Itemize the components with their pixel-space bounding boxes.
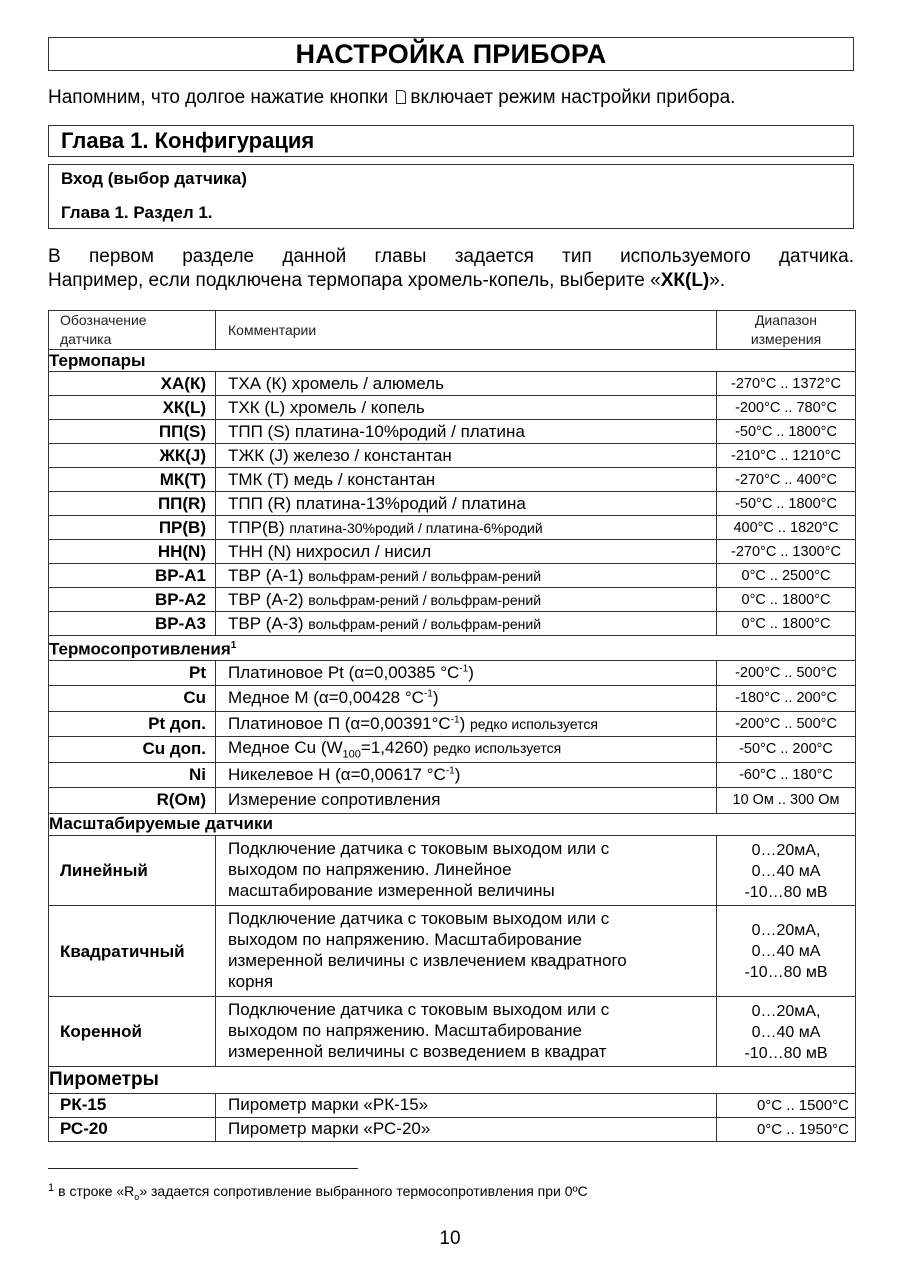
comment-text: ТПР(В) <box>228 517 290 537</box>
range-line: 0…20мА, <box>751 841 821 859</box>
description-paragraph <box>48 245 854 293</box>
group-pyrometers <box>49 1066 856 1093</box>
table-row <box>49 905 856 996</box>
sensor-comment <box>216 686 717 712</box>
table-row <box>49 372 856 396</box>
table-row <box>49 420 856 444</box>
sensor-code: РС-20 <box>49 1117 216 1141</box>
table-header-row <box>49 311 856 350</box>
sensor-comment <box>216 612 717 636</box>
sensor-range: -200°С .. 500°С <box>717 660 856 686</box>
sensor-comment <box>216 564 717 588</box>
header-text: измерения <box>750 331 822 347</box>
comment-text: Платиновое П (α=0,00391°С <box>228 713 451 733</box>
sensor-code: ХК(L) <box>49 396 216 420</box>
sensor-table <box>48 310 856 1142</box>
table-row <box>49 564 856 588</box>
intro-text-after: включает режим настройки прибора. <box>410 87 736 108</box>
sensor-range: -270°С .. 1300°С <box>717 540 856 564</box>
sensor-range <box>717 996 856 1066</box>
group-heading: Пирометры <box>49 1068 159 1090</box>
sensor-code: R(Ом) <box>49 788 216 814</box>
table-row <box>49 835 856 905</box>
sensor-range: 0°С .. 1950°С <box>717 1117 856 1141</box>
table-row <box>49 788 856 814</box>
range-line: 0…20мА, <box>751 922 821 940</box>
footnote-mark: 1 <box>48 1182 55 1194</box>
table-row <box>49 444 856 468</box>
sensor-range: -270°С .. 400°С <box>717 468 856 492</box>
sensor-comment: Пирометр марки «РС-20» <box>216 1117 717 1141</box>
table-row <box>49 1093 856 1117</box>
sensor-code: ПП(R) <box>49 492 216 516</box>
section-name: Вход (выбор датчика) <box>61 169 247 188</box>
sensor-comment: Подключение датчика с токовым выходом или с выходом по напряжению. Линейное масштабирование измеренной величины <box>216 835 717 905</box>
footnote-subscript: о <box>134 1191 140 1202</box>
sensor-comment <box>216 468 717 492</box>
page-title: НАСТРОЙКА ПРИБОРА <box>48 37 854 71</box>
table-row <box>49 396 856 420</box>
comment-text: ) <box>468 662 474 682</box>
sensor-range <box>717 835 856 905</box>
sensor-comment <box>216 588 717 612</box>
comment-text: ТВР (А-1) <box>228 565 309 585</box>
sensor-code: ВР-А1 <box>49 564 216 588</box>
footnote-reference: 1 <box>230 640 237 651</box>
sensor-comment <box>216 516 717 540</box>
range-line: -10…80 мВ <box>744 883 828 901</box>
sensor-range: -50°С .. 1800°С <box>717 492 856 516</box>
table-row <box>49 660 856 686</box>
table-row <box>49 468 856 492</box>
table-row <box>49 492 856 516</box>
sensor-code: ВР-А2 <box>49 588 216 612</box>
header-range <box>717 311 856 350</box>
sensor-code: Ni <box>49 762 216 788</box>
sensor-comment: Подключение датчика с токовым выходом или с выходом по напряжению. Масштабирование измеренной величины с возведением в квадрат <box>216 996 717 1066</box>
comment-text: ТХА (К) хромель / алюмель <box>228 373 444 393</box>
sensor-code: ХА(К) <box>49 372 216 396</box>
range-line: 0…40 мА <box>751 1023 821 1041</box>
paragraph-text: Например, если подключена термопара хромель-копель, выберите « <box>48 270 661 291</box>
group-heading-cell <box>49 813 856 835</box>
group-scaled-sensors <box>49 813 856 835</box>
sensor-range: -200°С .. 780°С <box>717 396 856 420</box>
table-row <box>49 996 856 1066</box>
comment-subscript: 100 <box>342 748 361 761</box>
comment-superscript: -1 <box>459 663 469 675</box>
sensor-range: 0°С .. 1800°С <box>717 612 856 636</box>
sensor-comment <box>216 540 717 564</box>
footnote-text: » задается сопротивление выбранного термосопротивления при 0ºС <box>139 1183 588 1199</box>
range-line: 0…40 мА <box>751 943 821 961</box>
sensor-code: Линейный <box>49 835 216 905</box>
footnote-divider <box>48 1168 358 1169</box>
table-row <box>49 737 856 763</box>
sensor-code: ПП(S) <box>49 420 216 444</box>
table-row <box>49 1117 856 1141</box>
sensor-range: -60°С .. 180°С <box>717 762 856 788</box>
footnote-text: в строке «R <box>58 1183 135 1199</box>
document-icon <box>396 90 406 104</box>
header-text: датчика <box>60 331 112 347</box>
sensor-range: 10 Ом .. 300 Ом <box>717 788 856 814</box>
sensor-comment: Подключение датчика с токовым выходом или с выходом по напряжению. Масштабирование измеренной величины с извлечением квадратного корня <box>216 905 717 996</box>
table-row <box>49 711 856 737</box>
range-line: -10…80 мВ <box>744 964 828 982</box>
sensor-range: -270°С .. 1372°С <box>717 372 856 396</box>
header-comments: Комментарии <box>216 311 717 350</box>
comment-text: ) <box>432 688 439 708</box>
sensor-code: ПР(B) <box>49 516 216 540</box>
group-thermocouples <box>49 350 856 372</box>
range-line: -10…80 мВ <box>744 1044 828 1062</box>
sensor-comment <box>216 492 717 516</box>
intro-text <box>48 85 854 115</box>
sensor-code: ВР-А3 <box>49 612 216 636</box>
group-rtd <box>49 636 856 661</box>
sensor-code: МК(Т) <box>49 468 216 492</box>
intro-text-before: Напомним, что долгое нажатие кнопки <box>48 87 389 108</box>
comment-text: ТХК (L) хромель / копель <box>228 397 425 417</box>
section-heading-box <box>48 164 854 229</box>
sensor-range: 0°С .. 1500°С <box>717 1093 856 1117</box>
sensor-comment <box>216 660 717 686</box>
sensor-range: 0°С .. 1800°С <box>717 588 856 612</box>
table-row <box>49 762 856 788</box>
sensor-comment <box>216 711 717 737</box>
comment-small-text: редко используется <box>433 740 562 757</box>
sensor-range: 0°С .. 2500°С <box>717 564 856 588</box>
chapter-heading: Глава 1. Конфигурация <box>48 125 854 157</box>
comment-text: ) <box>459 713 470 733</box>
comment-text: ТПП (S) платина-10%родий / платина <box>228 421 525 441</box>
sensor-range <box>717 905 856 996</box>
table-row <box>49 588 856 612</box>
paragraph-text: ». <box>709 270 726 291</box>
sensor-code: Cu <box>49 686 216 712</box>
group-heading: Термопары <box>49 350 146 370</box>
comment-text: Измерение сопротивления <box>228 790 441 810</box>
sensor-code: Cu доп. <box>49 737 216 763</box>
sensor-code: Pt <box>49 660 216 686</box>
comment-small-text: вольфрам-рений / вольфрам-рений <box>308 567 542 584</box>
group-heading-cell <box>49 350 856 372</box>
header-designation <box>49 311 216 350</box>
comment-text: ТПП (R) платина-13%родий / платина <box>228 493 526 513</box>
comment-small-text: вольфрам-рений / вольфрам-рений <box>308 591 542 608</box>
sensor-comment <box>216 396 717 420</box>
group-heading: Масштабируемые датчики <box>49 814 273 834</box>
range-line: 0…20мА, <box>751 1002 821 1020</box>
comment-text: ) <box>454 764 461 784</box>
footnote <box>48 1182 588 1202</box>
table-row <box>49 540 856 564</box>
paragraph-line-2 <box>48 270 725 291</box>
sensor-comment <box>216 420 717 444</box>
group-heading: Термосопротивления <box>49 639 231 659</box>
comment-superscript: -1 <box>450 714 460 726</box>
sensor-code: Квадратичный <box>49 905 216 996</box>
sensor-range: 400°С .. 1820°С <box>717 516 856 540</box>
table-row <box>49 516 856 540</box>
comment-text: ТВР (А-2) <box>228 589 309 609</box>
comment-text: ТНН (N) нихросил / нисил <box>228 541 432 561</box>
sensor-range: -50°С .. 200°С <box>717 737 856 763</box>
page-number: 10 <box>439 1228 461 1249</box>
sensor-range: -200°С .. 500°С <box>717 711 856 737</box>
sensor-range: -50°С .. 1800°С <box>717 420 856 444</box>
comment-text: ТМК (Т) медь / константан <box>228 469 436 489</box>
page-content <box>48 37 854 1142</box>
sensor-code: Коренной <box>49 996 216 1066</box>
header-text: Диапазон <box>754 312 818 328</box>
sensor-code: НН(N) <box>49 540 216 564</box>
paragraph-line-1: В первом разделе данной главы задается тип используемого датчика. <box>48 246 854 267</box>
sensor-comment <box>216 762 717 788</box>
example-sensor-code: ХК(L) <box>660 270 710 291</box>
sensor-comment <box>216 788 717 814</box>
sensor-code: Pt доп. <box>49 711 216 737</box>
comment-text: Платиновое Pt (α=0,00385 °С <box>228 662 460 682</box>
comment-small-text: редко используется <box>470 715 598 732</box>
comment-text: Медное М (α=0,00428 °С <box>228 688 424 708</box>
group-heading-cell <box>49 1066 856 1093</box>
comment-small-text: платина-30%родий / платина-6%родий <box>289 519 543 536</box>
sensor-comment <box>216 372 717 396</box>
comment-text: ТВР (А-3) <box>228 613 309 633</box>
range-line: 0…40 мА <box>751 862 821 880</box>
comment-text: ТЖК (J) железо / константан <box>228 445 452 465</box>
sensor-range: -180°С .. 200°С <box>717 686 856 712</box>
comment-superscript: -1 <box>423 688 433 700</box>
sensor-code: РК-15 <box>49 1093 216 1117</box>
sensor-comment <box>216 737 717 763</box>
comment-small-text: вольфрам-рений / вольфрам-рений <box>308 615 542 632</box>
comment-text: =1,4260) <box>360 738 434 758</box>
section-ref: Глава 1. Раздел 1. <box>61 203 213 222</box>
table-row <box>49 686 856 712</box>
comment-text: Медное Cu (W <box>228 738 343 758</box>
sensor-range: -210°С .. 1210°С <box>717 444 856 468</box>
group-heading-cell <box>49 636 856 661</box>
comment-text: Никелевое Н (α=0,00617 °С <box>228 764 446 784</box>
sensor-code: ЖК(J) <box>49 444 216 468</box>
table-row <box>49 612 856 636</box>
header-text: Обозначение <box>60 312 147 328</box>
comment-superscript: -1 <box>445 765 455 777</box>
sensor-comment: Пирометр марки «РК-15» <box>216 1093 717 1117</box>
sensor-comment <box>216 444 717 468</box>
